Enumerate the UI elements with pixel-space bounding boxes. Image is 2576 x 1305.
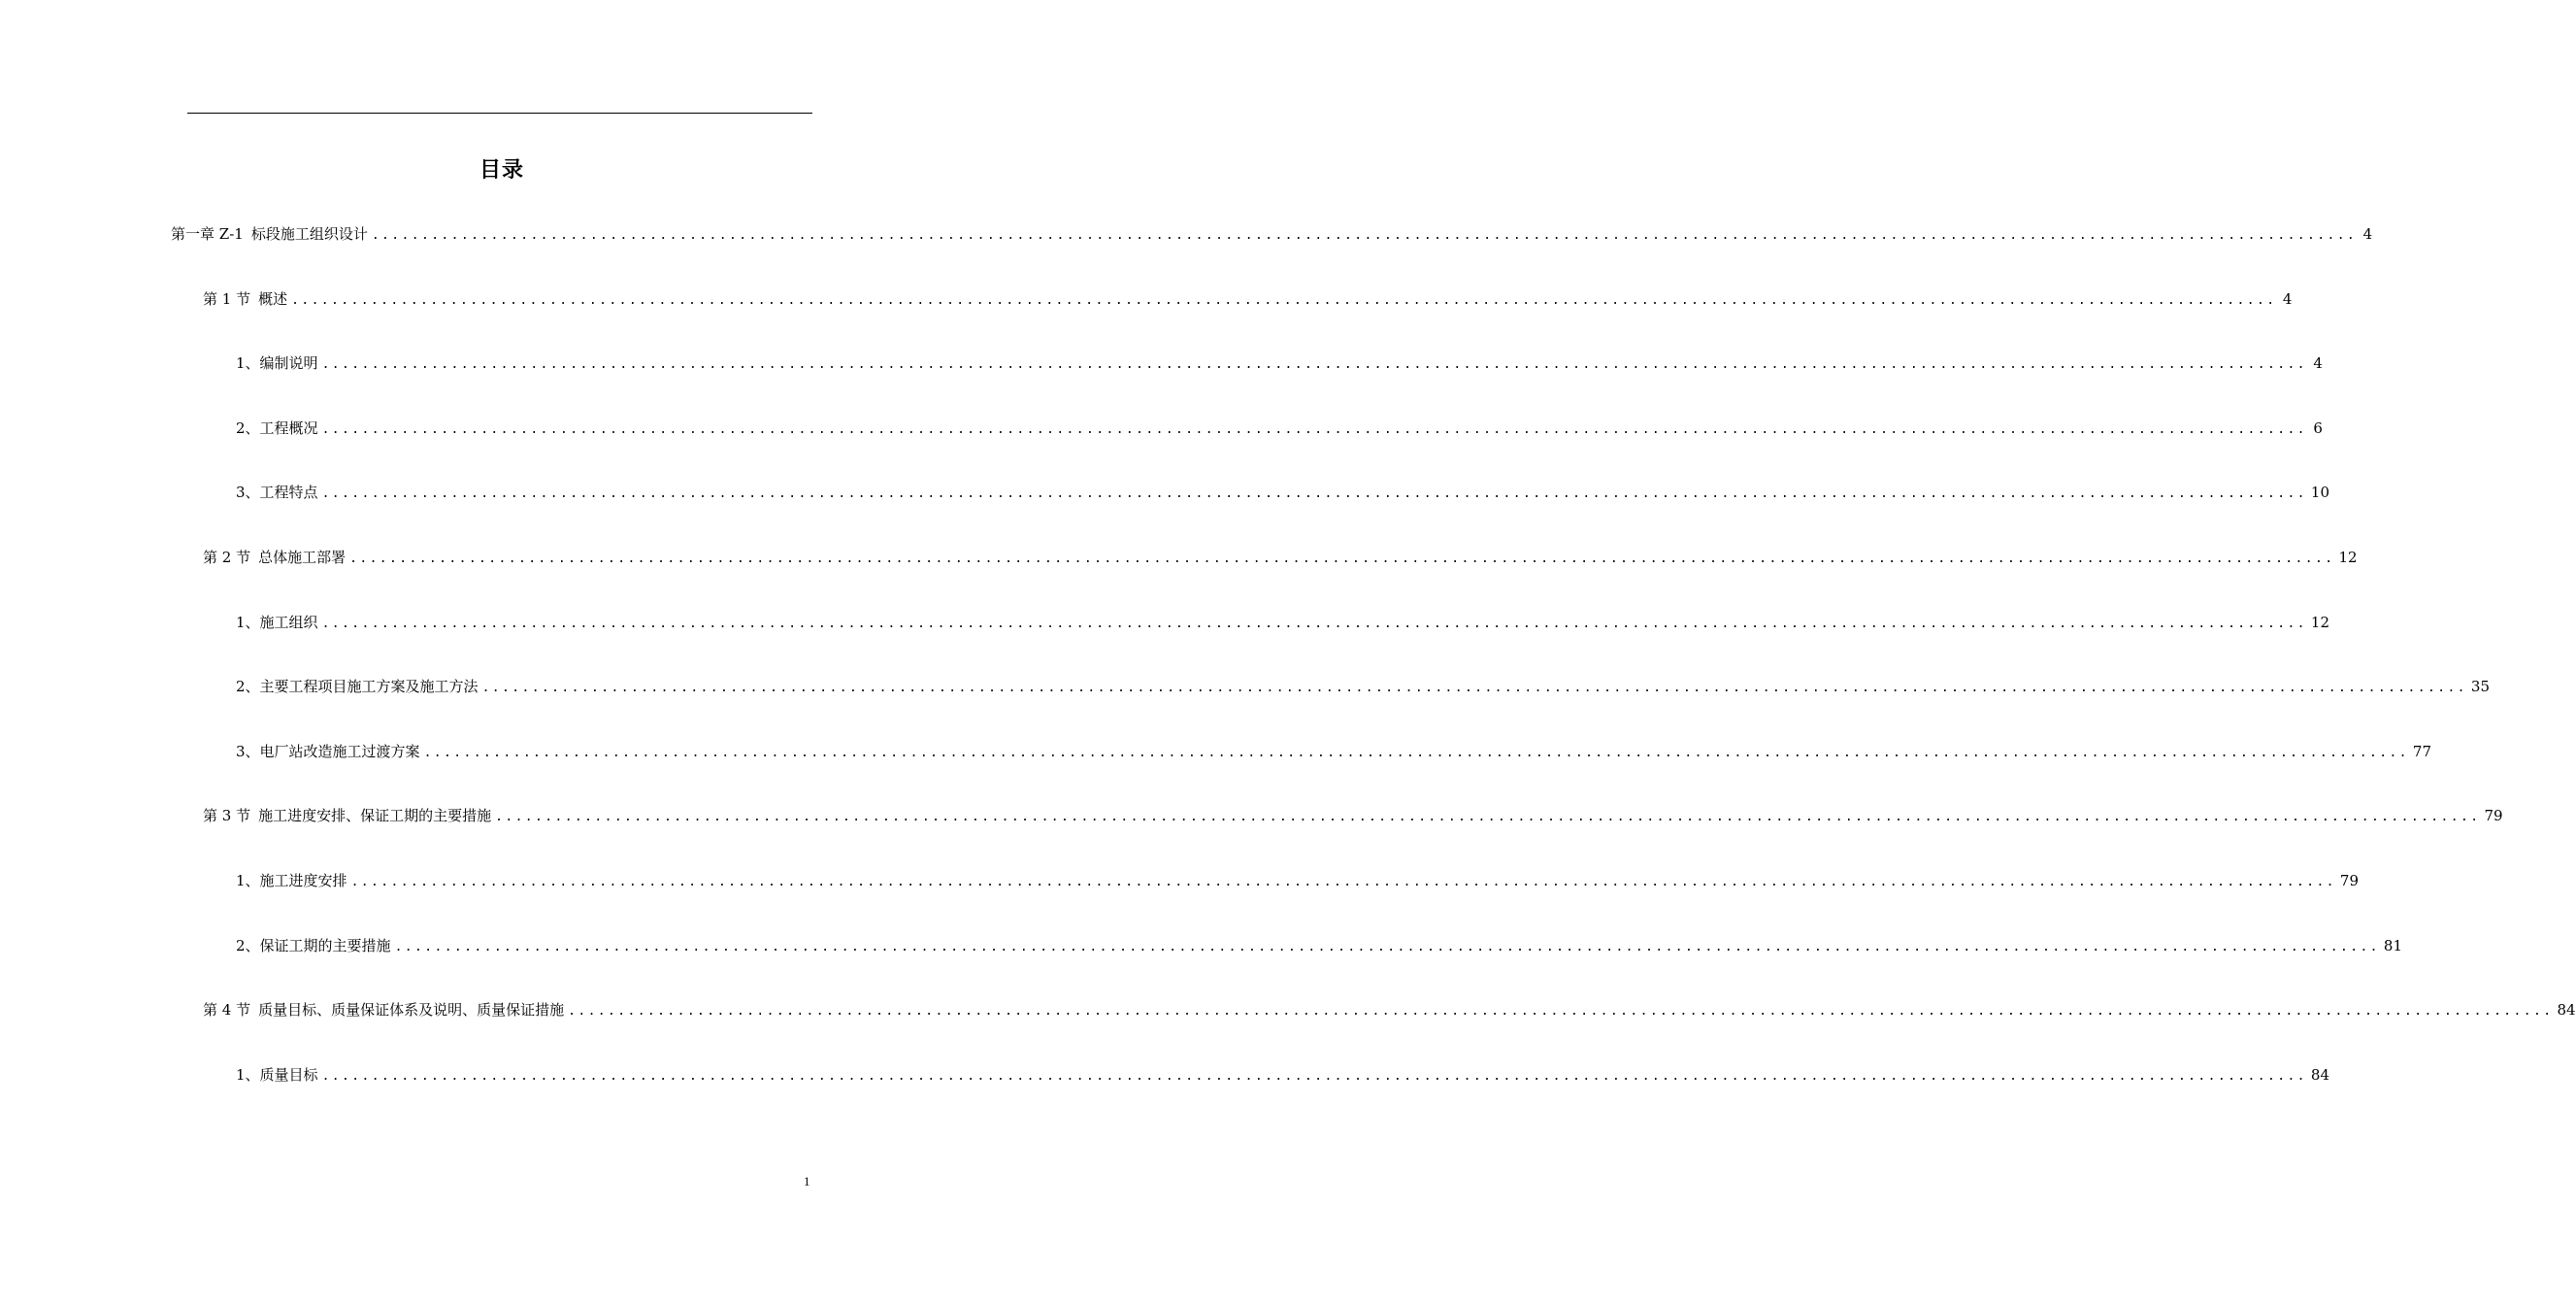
- toc-entry[interactable]: [236, 1065, 2329, 1085]
- toc-entry-page: 81: [2383, 937, 2402, 954]
- toc-entry[interactable]: [203, 289, 2293, 309]
- toc-entry[interactable]: [203, 806, 2503, 825]
- toc-dot-leader: ........................................................................................................................................................................................................: [423, 746, 2409, 760]
- toc-entry-title: 工程概况: [259, 419, 318, 437]
- toc-entry-page: 10: [2310, 484, 2329, 501]
- toc-entry-page: 35: [2470, 678, 2490, 695]
- header-rule: [187, 113, 812, 114]
- toc-dot-leader: ........................................................................................................................................................................................................: [568, 1004, 2554, 1019]
- toc-entry-title: 质量目标、质量保证体系及说明、质量保证措施: [258, 1001, 565, 1019]
- toc-entry[interactable]: [236, 742, 2431, 761]
- toc-entry[interactable]: [236, 613, 2329, 632]
- toc-entry-page: 4: [2313, 354, 2323, 372]
- page-title: 目录: [479, 158, 524, 183]
- toc-entry[interactable]: [236, 418, 2323, 438]
- toc-entry-number: 2、: [236, 678, 260, 695]
- toc-entry-page: 79: [2339, 872, 2359, 889]
- toc-entry-title: 概述: [258, 290, 288, 308]
- toc-dot-leader: ........................................................................................................................................................................................................: [321, 617, 2307, 631]
- toc-entry-number: 第一章 Z-1: [171, 225, 244, 243]
- toc-entry-page: 4: [2362, 225, 2373, 243]
- toc-entry-number: 2、: [236, 419, 260, 437]
- toc-dot-leader: ........................................................................................................................................................................................................: [349, 552, 2335, 566]
- toc-entry-page: 84: [2557, 1001, 2576, 1019]
- toc-entry[interactable]: [236, 936, 2402, 955]
- toc-entry-number: 1、: [236, 1066, 260, 1084]
- toc-entry-number: 1、: [236, 872, 260, 889]
- toc-entry-number: 第 2 节: [203, 549, 251, 566]
- toc-entry[interactable]: [236, 871, 2359, 890]
- toc-entry-title: 施工进度安排: [259, 872, 347, 889]
- toc-entry-number: 1、: [236, 614, 260, 631]
- toc-entry-title: 工程特点: [259, 484, 318, 501]
- toc-entry-number: 3、: [236, 484, 260, 501]
- toc-entry-page: 79: [2484, 807, 2503, 824]
- toc-dot-leader: ........................................................................................................................................................................................................: [321, 422, 2307, 437]
- toc-entry-title: 施工进度安排、保证工期的主要措施: [258, 807, 492, 824]
- toc-dot-leader: ........................................................................................................................................................................................................: [394, 940, 2380, 954]
- toc-entry-page: 12: [2338, 549, 2358, 566]
- toc-entry[interactable]: [236, 483, 2329, 502]
- toc-entry-number: 2、: [236, 937, 260, 954]
- toc-entry-number: 3、: [236, 743, 260, 760]
- toc-entry-number: 第 4 节: [203, 1001, 251, 1019]
- toc-dot-leader: ........................................................................................................................................................................................................: [321, 357, 2307, 372]
- toc-entry-title: 电厂站改造施工过渡方案: [259, 743, 420, 760]
- toc-entry-title: 施工组织: [259, 614, 318, 631]
- toc-entry-number: 第 3 节: [203, 807, 251, 824]
- toc-entry-title: 标段施工组织设计: [250, 225, 368, 243]
- page-number: 1: [804, 1174, 810, 1188]
- toc-dot-leader: ........................................................................................................................................................................................................: [481, 681, 2467, 695]
- toc-entry-page: 4: [2282, 290, 2293, 308]
- toc-entry-number: 第 1 节: [203, 290, 251, 308]
- toc-entry[interactable]: [236, 353, 2323, 373]
- toc-dot-leader: ........................................................................................................................................................................................................: [495, 810, 2481, 824]
- toc-dot-leader: ........................................................................................................................................................................................................: [291, 293, 2277, 308]
- toc-entry-title: 总体施工部署: [258, 549, 347, 566]
- toc-entry[interactable]: [203, 548, 2358, 567]
- toc-entry-page: 6: [2313, 419, 2323, 437]
- toc-entry-page: 84: [2310, 1066, 2329, 1084]
- toc-dot-leader: ........................................................................................................................................................................................................: [321, 486, 2307, 501]
- toc-entry[interactable]: [203, 1000, 2576, 1020]
- toc-dot-leader: ........................................................................................................................................................................................................: [321, 1069, 2307, 1084]
- toc-entry-title: 保证工期的主要措施: [259, 937, 391, 954]
- toc-entry-title: 质量目标: [259, 1066, 318, 1084]
- toc-entry-title: 主要工程项目施工方案及施工方法: [259, 678, 479, 695]
- toc-entry-number: 1、: [236, 354, 260, 372]
- toc-entry-title: 编制说明: [259, 354, 318, 372]
- toc-entry-page: 12: [2310, 614, 2329, 631]
- toc-dot-leader: ........................................................................................................................................................................................................: [350, 875, 2336, 889]
- toc-entry[interactable]: [236, 677, 2490, 696]
- toc-entry-page: 77: [2412, 743, 2431, 760]
- toc-entry[interactable]: [171, 224, 2373, 244]
- toc-dot-leader: ........................................................................................................................................................................................................: [371, 228, 2358, 243]
